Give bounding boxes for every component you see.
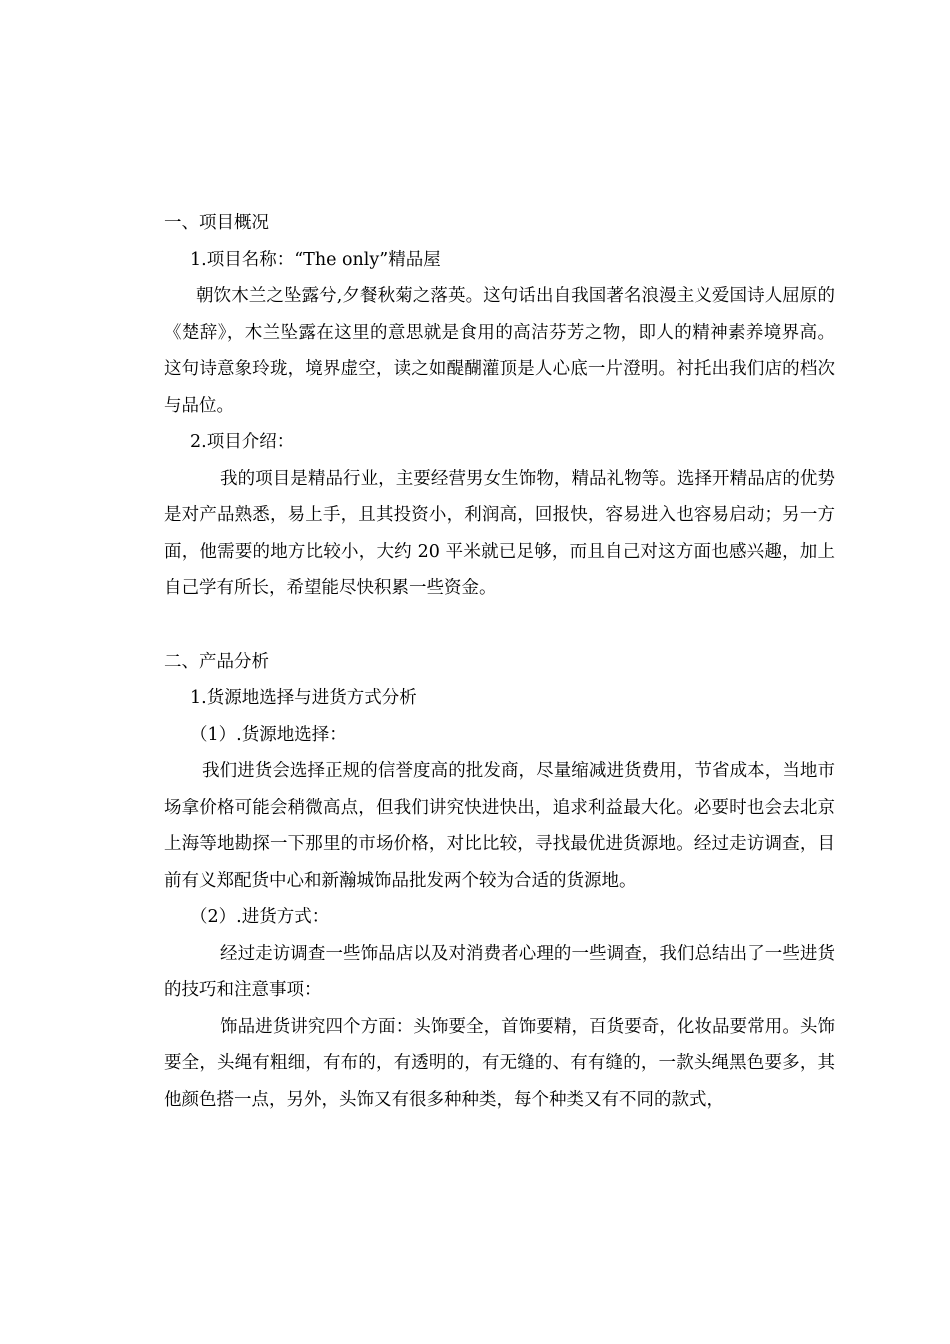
paragraph-project-intro: 我的项目是精品行业，主要经营男女生饰物，精品礼物等。选择开精品店的优势是对产品熟悉，易上手，且其投资小，利润高，回报快，容易进入也容易启动；另一方面，他需要的地方比较小，大约 20 平米就已足够，而且自己对这方面也感兴趣，加上自己学有所长，希望能尽快积累一些资金。 bbox=[164, 468, 835, 598]
paragraph-purchase-method-2: 饰品进货讲究四个方面：头饰要全，首饰要精，百货要奇，化妆品要常用。头饰要全，头绳有粗细，有布的，有透明的，有无缝的、有有缝的，一款头绳黑色要多，其他颜色搭一点，另外，头饰又有很多种种类，每个种类又有不同的款式， bbox=[164, 1016, 835, 1110]
paragraph-project-name: 朝饮木兰之坠露兮,夕餐秋菊之落英。这句话出自我国著名浪漫主义爱国诗人屈原的《楚辞》，木兰坠露在这里的意思就是食用的高洁芬芳之物，即人的精神素养境界高。这句诗意象玲珑，境界虚空，读之如醍醐灌顶是人心底一片澄明。衬托出我们店的档次与品位。 bbox=[164, 286, 835, 416]
paragraph-purchase-method-1: 经过走访调查一些饰品店以及对消费者心理的一些调查，我们总结出了一些进货的技巧和注意事项： bbox=[164, 943, 835, 1000]
item-heading-sourcing: 1.货源地选择与进货方式分析 bbox=[190, 688, 417, 708]
sub-heading-source-selection: （1）.货源地选择： bbox=[190, 724, 347, 745]
section-spacer bbox=[164, 607, 835, 644]
paragraph-source-selection: 我们进货会选择正规的信誉度高的批发商，尽量缩减进货费用，节省成本，当地市场拿价格可能会稍微高点，但我们讲究快进快出，追求利益最大化。必要时也会去北京上海等地勘探一下那里的市场价格，对比比较，寻找最优进货源地。经过走访调查，目前有义郑配货中心和新瀚城饰品批发两个较为合适的货源地。 bbox=[164, 761, 835, 891]
sub-heading-purchase-method: （2）.进货方式： bbox=[190, 907, 330, 927]
section-heading-product-analysis: 二、产品分析 bbox=[164, 651, 269, 672]
document-body bbox=[164, 205, 835, 1118]
section-heading-overview: 一、项目概况 bbox=[164, 213, 269, 233]
item-heading-project-intro: 2.项目介绍： bbox=[190, 432, 295, 452]
item-heading-project-name: 1.项目名称：“The only”精品屋 bbox=[190, 249, 441, 270]
